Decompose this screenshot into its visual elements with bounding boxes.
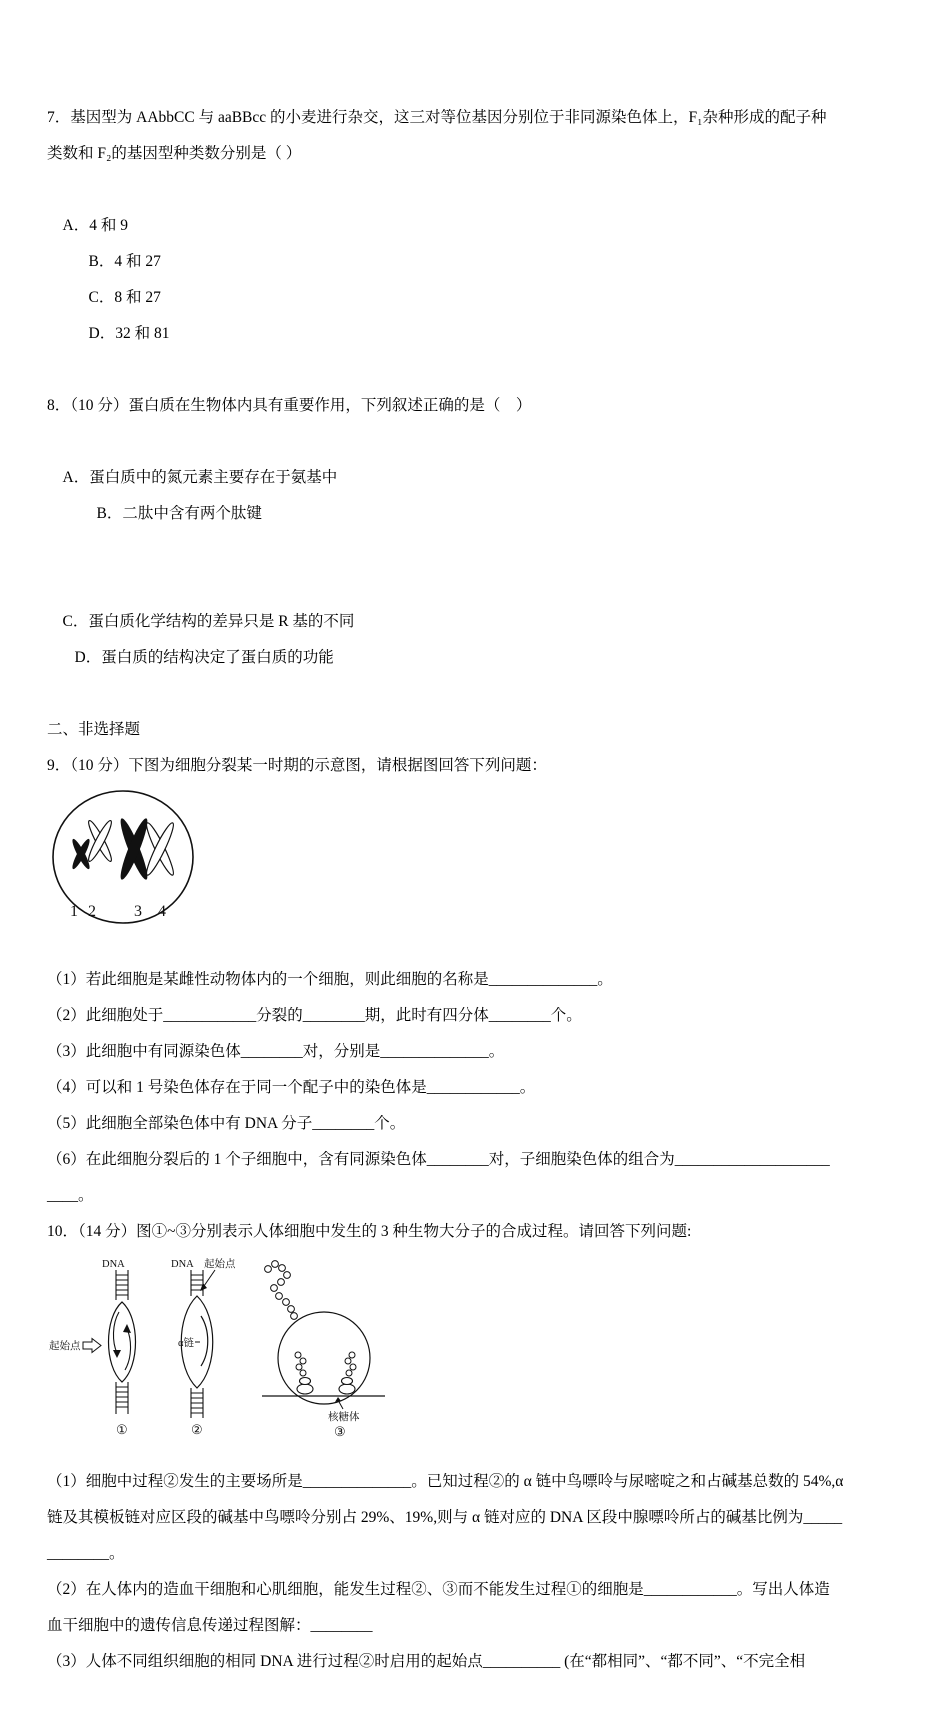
q9-item-3: （3）此细胞中有同源染色体________对，分别是______________。 [47, 1043, 505, 1060]
q8-option-b: B．二肽中含有两个肽键 [96, 505, 262, 522]
q7-option-a: A．4 和 9 [62, 217, 128, 234]
ribosome-1-icon [295, 1352, 313, 1394]
q9-stem: 9．（10 分）下图为细胞分裂某一时期的示意图，请根据图回答下列问题： [47, 757, 547, 774]
chromosome-label-2: 2 [88, 903, 96, 920]
q8-option-d: D．蛋白质的结构决定了蛋白质的功能 [74, 649, 334, 666]
q9-item-2: （2）此细胞处于____________分裂的________期，此时有四分体________个。 [47, 1007, 582, 1024]
process-2-number: ② [191, 1422, 203, 1437]
process-1-number: ① [116, 1422, 128, 1437]
macromolecule-synthesis-figure [47, 1256, 385, 1440]
chromosome-label-3: 3 [134, 903, 142, 920]
cell-outline-icon [278, 1312, 370, 1404]
start-point-label-1: 起始点 [49, 1341, 81, 1352]
dna-label-1: DNA [102, 1259, 125, 1270]
replication-bubble-icon [109, 1302, 136, 1382]
dna-label-2: DNA [171, 1259, 194, 1270]
q7-option-d: D．32 和 81 [88, 325, 170, 342]
q10-stem: 10．（14 分）图①~③分别表示人体细胞中发生的 3 种生物大分子的合成过程。请回答下列问题: [47, 1223, 692, 1240]
dna-ladder-top-1-icon [116, 1270, 128, 1300]
dna-ladder-bottom-2-icon [191, 1388, 203, 1418]
chromosome-2-icon [86, 819, 115, 863]
start-point-arrow-1-icon [83, 1339, 101, 1353]
ribosome-pointer-icon [335, 1397, 343, 1409]
q9-item-4: （4）可以和 1 号染色体存在于同一个配子中的染色体是____________。 [47, 1079, 536, 1096]
alpha-chain-label: α链 [178, 1338, 195, 1349]
dna-ladder-bottom-1-icon [116, 1382, 128, 1414]
q7-options [47, 172, 905, 388]
q10-item-2-line1: （2）在人体内的造血干细胞和心肌细胞，能发生过程②、③而不能发生过程①的细胞是____________。写出人体造 [47, 1581, 830, 1598]
start-point-label-2: 起始点 [204, 1259, 236, 1270]
chromosome-label-4: 4 [158, 903, 166, 920]
q8-options-row2 [47, 568, 905, 712]
q10-item-1-line1: （1）细胞中过程②发生的主要场所是______________。已知过程②的 α 链中鸟嘌呤与尿嘧啶之和占碱基总数的 54%,α [47, 1473, 844, 1490]
dna-ladder-top-2-icon [191, 1270, 203, 1296]
q9-item-6-line1: （6）在此细胞分裂后的 1 个子细胞中，含有同源染色体________对，子细胞染色体的组合为____________________ [47, 1151, 830, 1168]
q8-stem: 8．（10 分）蛋白质在生物体内具有重要作用，下列叙述正确的是（ ） [47, 397, 532, 414]
q7-stem-line1: 7．基因型为 AAbbCC 与 aaBBcc 的小麦进行杂交，这三对等位基因分别位于非同源染色体上，F₁杂种形成的配子种 [47, 109, 827, 126]
q10-item-1-line3: ________。 [47, 1545, 125, 1562]
process-3-number: ③ [334, 1424, 346, 1439]
ribosome-label: 核糖体 [328, 1412, 360, 1423]
ribosome-2-icon [339, 1352, 356, 1394]
q8-options-row1 [47, 424, 905, 568]
q7-stem-line2: 类数和 F₂的基因型种类数分别是（ ） [47, 145, 302, 162]
section-2-heading: 二、非选择题 [47, 721, 141, 738]
q9-item-5: （5）此细胞全部染色体中有 DNA 分子________个。 [47, 1115, 406, 1132]
q8-option-a: A．蛋白质中的氮元素主要存在于氨基中 [62, 469, 338, 486]
q10-item-1-line2: 链及其模板链对应区段的碱基中鸟嘌呤分别占 29%、19%,则与 α 链对应的 DNA 区段中腺嘌呤所占的碱基比例为_____ [47, 1509, 843, 1526]
q10-item-2-line2: 血干细胞中的遗传信息传递过程图解：________ [47, 1617, 373, 1634]
chromosome-4-icon [143, 821, 177, 877]
chromosome-1-icon [70, 837, 92, 870]
q8-option-c: C．蛋白质化学结构的差异只是 R 基的不同 [62, 613, 355, 630]
q10-item-3: （3）人体不同组织细胞的相同 DNA 进行过程②时启用的起始点__________ (在“都相同”、“都不同”、“不完全相 [47, 1653, 806, 1670]
chromosome-label-1: 1 [70, 903, 78, 920]
q7-option-c: C．8 和 27 [88, 289, 161, 306]
polypeptide-chain-icon [265, 1261, 298, 1320]
cell-division-figure [47, 788, 199, 934]
q9-item-1: （1）若此细胞是某雌性动物体内的一个细胞，则此细胞的名称是______________。 [47, 971, 613, 988]
q7-option-b: B．4 和 27 [88, 253, 161, 270]
q9-item-6-line2: ____。 [47, 1187, 94, 1204]
